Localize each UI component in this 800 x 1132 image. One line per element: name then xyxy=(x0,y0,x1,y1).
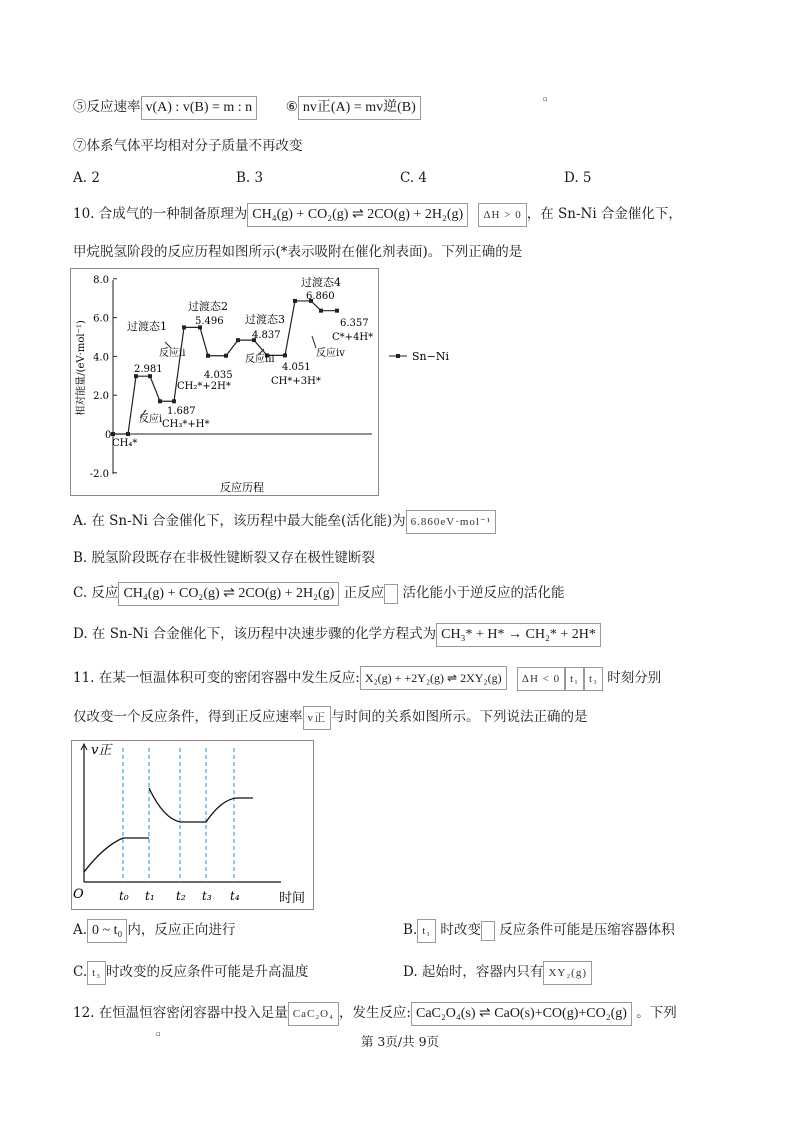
q10-option-d-equation: CH₃* + H* → CH₂* + 2H* xyxy=(436,623,601,647)
q11-option-c xyxy=(73,960,309,985)
q12-stem xyxy=(73,1002,677,1026)
y-tick-label: 4.0 xyxy=(93,352,109,364)
r4-label: 反应iv xyxy=(316,348,345,359)
q11-t1: t₁ xyxy=(565,667,584,691)
y-tick-label: 8.0 xyxy=(93,274,109,286)
tick-t0: t₀ xyxy=(119,889,129,903)
q11-dh: ΔH < 0 xyxy=(517,667,565,691)
r3-label: 反应iii xyxy=(245,354,275,365)
v8-label: 6.357 xyxy=(340,318,369,329)
q11-stem-line2-prefix: 仅改变一个反应条件，得到正反应速率 xyxy=(73,709,303,725)
q10-stem-suffix: ，在 Sn-Ni 合金催化下， xyxy=(526,206,682,222)
q10-option-c-suffix: 活化能小于逆反应的活化能 xyxy=(402,585,565,601)
mark-dot-2: ▫ xyxy=(156,1030,161,1038)
ts2-label: 过渡态2 xyxy=(188,300,228,313)
q11-option-c-text: 时改变的反应条件可能是升高温度 xyxy=(106,964,309,980)
q9-item7: ⑦体系气体平均相对分子质量不再改变 xyxy=(73,138,303,154)
legend-label: Sn−Ni xyxy=(412,350,449,363)
q10-option-c-prefix: C. 反应 xyxy=(73,585,119,601)
energy-point xyxy=(224,354,228,358)
q11-option-b-label: B. xyxy=(403,922,418,938)
q12-prefix: 12. 在恒温恒容密闭容器中投入足量 xyxy=(73,1005,288,1021)
x-axis-label: 反应历程 xyxy=(220,481,264,494)
y-axis-label: v正 xyxy=(91,743,112,758)
q11-v-forward: v正 xyxy=(303,706,332,730)
q9-item5-formula: v(A) : v(B) = m : n xyxy=(141,96,258,120)
v4-species: CH₂*+2H* xyxy=(177,381,231,392)
ts1-label: 过渡态1 xyxy=(127,320,167,333)
mark-dot: ▫ xyxy=(543,95,548,103)
zero-tick: 0 xyxy=(105,430,112,441)
legend-marker xyxy=(396,354,400,358)
q11-option-a xyxy=(73,918,235,943)
q10-option-c-blank xyxy=(384,584,398,604)
q10-dh: ΔH > 0 xyxy=(478,203,526,227)
r0-species: CH₄* xyxy=(112,438,138,449)
energy-point xyxy=(126,432,130,436)
energy-point xyxy=(335,309,339,313)
q12-mid: ，发生反应: xyxy=(338,1005,411,1021)
q11-option-a-text: 内，反应正向进行 xyxy=(127,922,236,938)
q11-stem-line2-suffix: 与时间的关系如图所示。下列说法正确的是 xyxy=(331,709,588,725)
q10-option-a-value: 6.860eV·mol⁻¹ xyxy=(406,510,496,534)
q11-stem-line1 xyxy=(73,666,661,691)
v8-species: C*+4H* xyxy=(332,332,374,343)
q11-option-b-text: 反应条件可能是压缩容器体积 xyxy=(499,922,675,938)
q11-option-b-mid: 时改变 xyxy=(440,922,481,938)
v1-label: 2.981 xyxy=(134,364,163,375)
q11-option-d xyxy=(403,960,592,985)
energy-point xyxy=(293,299,297,303)
origin-label: O xyxy=(73,887,84,902)
q10-option-a-text: A. 在 Sn-Ni 合金催化下，该历程中最大能垒(活化能)为 xyxy=(73,513,406,529)
q10-option-c-mid: 正反应 xyxy=(343,585,385,601)
q11-option-b-blank xyxy=(481,921,495,941)
q11-option-a-range: 0 ~ t₀ xyxy=(87,919,127,943)
v4-label: 4.035 xyxy=(204,370,233,381)
ts3-label: 过渡态3 xyxy=(245,313,285,326)
energy-point xyxy=(236,338,240,342)
energy-point xyxy=(206,354,210,358)
q10-option-c xyxy=(73,582,564,606)
q11-option-b xyxy=(403,918,675,943)
v3-label: 5.496 xyxy=(195,316,224,327)
x-axis-label: 时间 xyxy=(279,891,306,906)
q11-option-a-label: A. xyxy=(73,922,88,938)
q10-stem-prefix: 10. 合成气的一种制备原理为 xyxy=(73,206,248,222)
tick-t4: t₄ xyxy=(230,889,240,903)
y-tick-label: -2.0 xyxy=(89,468,109,480)
energy-point xyxy=(182,325,186,329)
v6-species: CH*+3H* xyxy=(271,376,321,387)
q12-equation: CaC₂O₄(s) ⇌ CaO(s)+CO(g)+CO₂(g) xyxy=(411,1002,632,1026)
q9-option-a: A. 2 xyxy=(73,170,100,186)
q12-reactant: CaC₂O₄ xyxy=(288,1002,339,1026)
v7-label: 6.860 xyxy=(306,291,335,302)
q9-item5 xyxy=(73,96,421,120)
rate-curve-segment-2 xyxy=(149,788,253,822)
v6-label: 4.051 xyxy=(282,362,311,373)
arrow-r4 xyxy=(312,336,316,348)
tick-t3: t₃ xyxy=(202,889,212,903)
q9-option-c: C. 4 xyxy=(400,170,428,186)
q10-option-d-prefix: D. 在 Sn-Ni 合金催化下，该历程中决速步骤的化学方程式为 xyxy=(73,626,437,642)
q11-option-d-text: D. 起始时，容器内只有 xyxy=(403,964,544,980)
q9-option-d: D. 5 xyxy=(564,170,592,186)
q11-stem-line2 xyxy=(73,706,588,730)
rate-time-chart xyxy=(71,740,314,910)
q11-option-d-species: XY₂(g) xyxy=(543,961,592,985)
q11-stem-prefix: 11. 在某一恒温体积可变的密闭容器中发生反应: xyxy=(73,670,360,686)
rate-curve-segment-1 xyxy=(84,838,149,872)
page-footer: 第 3页/共 9页 xyxy=(360,1034,440,1049)
tick-t1: t₁ xyxy=(145,889,155,903)
q11-option-b-time: t₁ xyxy=(417,919,436,943)
energy-profile-chart xyxy=(70,268,460,496)
q9-item6-label: ⑥ xyxy=(285,99,298,115)
tick-t2: t₂ xyxy=(176,889,186,903)
v2-label: 1.687 xyxy=(167,406,196,417)
q11-option-c-time: t₃ xyxy=(87,961,106,985)
energy-point xyxy=(111,432,115,436)
y-axis-label: 相对能量/(eV·mol⁻¹) xyxy=(76,320,87,416)
q10-option-a xyxy=(73,510,496,534)
q10-option-d xyxy=(73,623,601,647)
q11-t3: t₃ xyxy=(584,667,603,691)
energy-point xyxy=(319,309,323,313)
v2-species: CH₃*+H* xyxy=(162,419,210,430)
q11-option-c-label: C. xyxy=(73,964,88,980)
v5-label: 4.837 xyxy=(252,330,281,341)
q10-option-c-equation: CH₄(g) + CO₂(g) ⇌ 2CO(g) + 2H₂(g) xyxy=(118,582,339,606)
r1-label: 反应i xyxy=(139,414,163,425)
q11-stem-suffix: 时刻分别 xyxy=(607,670,662,686)
y-tick-label: 6.0 xyxy=(93,313,109,325)
energy-point xyxy=(172,399,176,403)
q12-suffix: 。下列 xyxy=(636,1005,677,1021)
y-tick-label: 2.0 xyxy=(93,391,109,403)
q9-item6-formula: nv正(A) = mv逆(B) xyxy=(298,96,421,120)
energy-point xyxy=(158,399,162,403)
q10-option-b: B. 脱氢阶段既存在非极性键断裂又存在极性键断裂 xyxy=(73,550,376,566)
ts4-label: 过渡态4 xyxy=(301,276,341,289)
q10-equation: CH₄(g) + CO₂(g) ⇌ 2CO(g) + 2H₂(g) xyxy=(247,203,468,227)
q11-equation: X₂(g) + +2Y₂(g) ⇌ 2XY₂(g) xyxy=(360,666,507,690)
energy-point xyxy=(283,353,287,357)
q9-option-b: B. 3 xyxy=(236,170,264,186)
q10-stem-line2: 甲烷脱氢阶段的反应历程如图所示(*表示吸附在催化剂表面)。下列正确的是 xyxy=(73,244,523,260)
r2-label: 反应ii xyxy=(159,348,186,359)
q9-item5-label: ⑤反应速率 xyxy=(73,99,141,115)
q10-stem-line1 xyxy=(73,203,682,227)
